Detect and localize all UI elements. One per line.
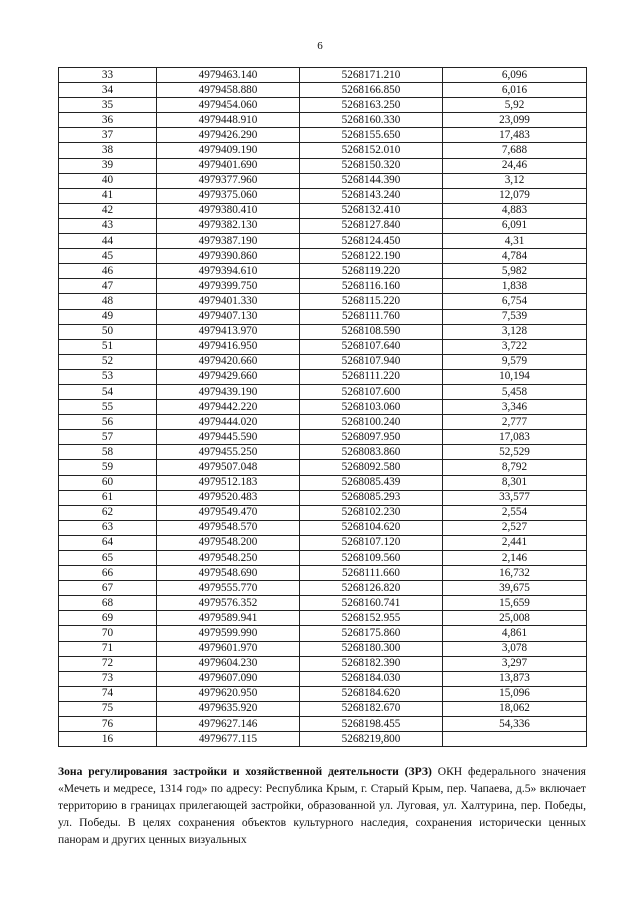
table-row bbox=[59, 83, 587, 98]
distance-cell: 54,336 bbox=[443, 717, 587, 732]
x-coordinate-cell: 4979548.250 bbox=[157, 551, 300, 566]
distance-cell: 8,301 bbox=[443, 475, 587, 490]
table-row bbox=[59, 309, 587, 324]
y-coordinate-cell: 5268122.190 bbox=[300, 249, 443, 264]
coordinates-table-body bbox=[59, 68, 587, 747]
point-number-cell: 51 bbox=[59, 339, 157, 354]
y-coordinate-cell: 5268108.590 bbox=[300, 324, 443, 339]
x-coordinate-cell: 4979375.060 bbox=[157, 188, 300, 203]
point-number-cell: 65 bbox=[59, 551, 157, 566]
point-number-cell: 63 bbox=[59, 520, 157, 535]
x-coordinate-cell: 4979620.950 bbox=[157, 686, 300, 701]
x-coordinate-cell: 4979454.060 bbox=[157, 98, 300, 113]
distance-cell: 6,754 bbox=[443, 294, 587, 309]
table-row bbox=[59, 294, 587, 309]
table-row bbox=[59, 369, 587, 384]
point-number-cell: 56 bbox=[59, 415, 157, 430]
point-number-cell: 52 bbox=[59, 354, 157, 369]
table-row bbox=[59, 400, 587, 415]
x-coordinate-cell: 4979413.970 bbox=[157, 324, 300, 339]
point-number-cell: 59 bbox=[59, 460, 157, 475]
y-coordinate-cell: 5268184.030 bbox=[300, 671, 443, 686]
x-coordinate-cell: 4979548.570 bbox=[157, 520, 300, 535]
point-number-cell: 50 bbox=[59, 324, 157, 339]
y-coordinate-cell: 5268119.220 bbox=[300, 264, 443, 279]
table-row bbox=[59, 717, 587, 732]
y-coordinate-cell: 5268144.390 bbox=[300, 173, 443, 188]
distance-cell: 2,441 bbox=[443, 535, 587, 550]
distance-cell: 6,096 bbox=[443, 68, 587, 83]
distance-cell: 5,982 bbox=[443, 264, 587, 279]
table-row bbox=[59, 732, 587, 747]
y-coordinate-cell: 5268182.670 bbox=[300, 701, 443, 716]
distance-cell: 4,883 bbox=[443, 203, 587, 218]
distance-cell: 6,016 bbox=[443, 83, 587, 98]
table-row bbox=[59, 460, 587, 475]
y-coordinate-cell: 5268150.320 bbox=[300, 158, 443, 173]
distance-cell: 3,346 bbox=[443, 400, 587, 415]
x-coordinate-cell: 4979555.770 bbox=[157, 581, 300, 596]
point-number-cell: 46 bbox=[59, 264, 157, 279]
distance-cell: 2,146 bbox=[443, 551, 587, 566]
table-row bbox=[59, 324, 587, 339]
y-coordinate-cell: 5268155.650 bbox=[300, 128, 443, 143]
x-coordinate-cell: 4979548.690 bbox=[157, 566, 300, 581]
distance-cell: 2,554 bbox=[443, 505, 587, 520]
point-number-cell: 53 bbox=[59, 369, 157, 384]
table-row bbox=[59, 626, 587, 641]
y-coordinate-cell: 5268166.850 bbox=[300, 83, 443, 98]
y-coordinate-cell: 5268111.660 bbox=[300, 566, 443, 581]
x-coordinate-cell: 4979576.352 bbox=[157, 596, 300, 611]
x-coordinate-cell: 4979416.950 bbox=[157, 339, 300, 354]
y-coordinate-cell: 5268180.300 bbox=[300, 641, 443, 656]
distance-cell: 2,527 bbox=[443, 520, 587, 535]
table-row bbox=[59, 686, 587, 701]
x-coordinate-cell: 4979549.470 bbox=[157, 505, 300, 520]
x-coordinate-cell: 4979604.230 bbox=[157, 656, 300, 671]
y-coordinate-cell: 5268102.230 bbox=[300, 505, 443, 520]
point-number-cell: 43 bbox=[59, 218, 157, 233]
point-number-cell: 41 bbox=[59, 188, 157, 203]
x-coordinate-cell: 4979382.130 bbox=[157, 218, 300, 233]
x-coordinate-cell: 4979677.115 bbox=[157, 732, 300, 747]
y-coordinate-cell: 5268115.220 bbox=[300, 294, 443, 309]
y-coordinate-cell: 5268103.060 bbox=[300, 400, 443, 415]
point-number-cell: 66 bbox=[59, 566, 157, 581]
distance-cell: 18,062 bbox=[443, 701, 587, 716]
x-coordinate-cell: 4979387.190 bbox=[157, 234, 300, 249]
x-coordinate-cell: 4979439.190 bbox=[157, 384, 300, 399]
point-number-cell: 35 bbox=[59, 98, 157, 113]
table-row bbox=[59, 475, 587, 490]
point-number-cell: 54 bbox=[59, 384, 157, 399]
point-number-cell: 37 bbox=[59, 128, 157, 143]
page-number: 6 bbox=[317, 40, 323, 52]
distance-cell: 4,861 bbox=[443, 626, 587, 641]
table-row bbox=[59, 551, 587, 566]
point-number-cell: 60 bbox=[59, 475, 157, 490]
table-row bbox=[59, 264, 587, 279]
y-coordinate-cell: 5268124.450 bbox=[300, 234, 443, 249]
distance-cell: 3,128 bbox=[443, 324, 587, 339]
point-number-cell: 58 bbox=[59, 445, 157, 460]
x-coordinate-cell: 4979445.590 bbox=[157, 430, 300, 445]
table-row bbox=[59, 490, 587, 505]
x-coordinate-cell: 4979635.920 bbox=[157, 701, 300, 716]
y-coordinate-cell: 5268198.455 bbox=[300, 717, 443, 732]
y-coordinate-cell: 5268116.160 bbox=[300, 279, 443, 294]
table-row bbox=[59, 430, 587, 445]
table-row bbox=[59, 279, 587, 294]
coordinates-table bbox=[58, 67, 587, 747]
x-coordinate-cell: 4979377.960 bbox=[157, 173, 300, 188]
point-number-cell: 67 bbox=[59, 581, 157, 596]
distance-cell: 15,096 bbox=[443, 686, 587, 701]
y-coordinate-cell: 5268104.620 bbox=[300, 520, 443, 535]
table-row bbox=[59, 203, 587, 218]
y-coordinate-cell: 5268143.240 bbox=[300, 188, 443, 203]
x-coordinate-cell: 4979512.183 bbox=[157, 475, 300, 490]
y-coordinate-cell: 5268109.560 bbox=[300, 551, 443, 566]
table-row bbox=[59, 113, 587, 128]
distance-cell: 17,483 bbox=[443, 128, 587, 143]
distance-cell: 3,297 bbox=[443, 656, 587, 671]
table-row bbox=[59, 173, 587, 188]
y-coordinate-cell: 5268175.860 bbox=[300, 626, 443, 641]
distance-cell: 3,722 bbox=[443, 339, 587, 354]
point-number-cell: 57 bbox=[59, 430, 157, 445]
table-row bbox=[59, 354, 587, 369]
y-coordinate-cell: 5268152.010 bbox=[300, 143, 443, 158]
y-coordinate-cell: 5268132.410 bbox=[300, 203, 443, 218]
point-number-cell: 16 bbox=[59, 732, 157, 747]
y-coordinate-cell: 5268097.950 bbox=[300, 430, 443, 445]
distance-cell: 13,873 bbox=[443, 671, 587, 686]
distance-cell: 6,091 bbox=[443, 218, 587, 233]
y-coordinate-cell: 5268085.439 bbox=[300, 475, 443, 490]
point-number-cell: 76 bbox=[59, 717, 157, 732]
y-coordinate-cell: 5268126.820 bbox=[300, 581, 443, 596]
y-coordinate-cell: 5268160.330 bbox=[300, 113, 443, 128]
distance-cell: 2,777 bbox=[443, 415, 587, 430]
y-coordinate-cell: 5268127.840 bbox=[300, 218, 443, 233]
distance-cell: 52,529 bbox=[443, 445, 587, 460]
table-row bbox=[59, 384, 587, 399]
distance-cell: 3,12 bbox=[443, 173, 587, 188]
zrz-description-paragraph bbox=[58, 763, 586, 848]
table-row bbox=[59, 68, 587, 83]
y-coordinate-cell: 5268163.250 bbox=[300, 98, 443, 113]
point-number-cell: 73 bbox=[59, 671, 157, 686]
y-coordinate-cell: 5268171.210 bbox=[300, 68, 443, 83]
point-number-cell: 68 bbox=[59, 596, 157, 611]
y-coordinate-cell: 5268083.860 bbox=[300, 445, 443, 460]
table-row bbox=[59, 445, 587, 460]
point-number-cell: 55 bbox=[59, 400, 157, 415]
point-number-cell: 44 bbox=[59, 234, 157, 249]
table-row bbox=[59, 128, 587, 143]
table-row bbox=[59, 505, 587, 520]
table-row bbox=[59, 98, 587, 113]
point-number-cell: 69 bbox=[59, 611, 157, 626]
distance-cell: 1,838 bbox=[443, 279, 587, 294]
distance-cell: 7,688 bbox=[443, 143, 587, 158]
table-row bbox=[59, 218, 587, 233]
y-coordinate-cell: 5268107.600 bbox=[300, 384, 443, 399]
table-row bbox=[59, 234, 587, 249]
x-coordinate-cell: 4979429.660 bbox=[157, 369, 300, 384]
distance-cell: 4,784 bbox=[443, 249, 587, 264]
table-row bbox=[59, 520, 587, 535]
distance-cell: 39,675 bbox=[443, 581, 587, 596]
x-coordinate-cell: 4979458.880 bbox=[157, 83, 300, 98]
point-number-cell: 62 bbox=[59, 505, 157, 520]
y-coordinate-cell: 5268107.940 bbox=[300, 354, 443, 369]
distance-cell: 7,539 bbox=[443, 309, 587, 324]
x-coordinate-cell: 4979444.020 bbox=[157, 415, 300, 430]
point-number-cell: 33 bbox=[59, 68, 157, 83]
table-row bbox=[59, 535, 587, 550]
x-coordinate-cell: 4979548.200 bbox=[157, 535, 300, 550]
point-number-cell: 74 bbox=[59, 686, 157, 701]
x-coordinate-cell: 4979420.660 bbox=[157, 354, 300, 369]
point-number-cell: 48 bbox=[59, 294, 157, 309]
x-coordinate-cell: 4979520.483 bbox=[157, 490, 300, 505]
point-number-cell: 39 bbox=[59, 158, 157, 173]
point-number-cell: 49 bbox=[59, 309, 157, 324]
x-coordinate-cell: 4979399.750 bbox=[157, 279, 300, 294]
distance-cell: 24,46 bbox=[443, 158, 587, 173]
x-coordinate-cell: 4979407.130 bbox=[157, 309, 300, 324]
x-coordinate-cell: 4979401.690 bbox=[157, 158, 300, 173]
table-row bbox=[59, 611, 587, 626]
y-coordinate-cell: 5268152.955 bbox=[300, 611, 443, 626]
distance-cell: 23,099 bbox=[443, 113, 587, 128]
table-row bbox=[59, 701, 587, 716]
distance-cell: 5,92 bbox=[443, 98, 587, 113]
table-row bbox=[59, 339, 587, 354]
x-coordinate-cell: 4979380.410 bbox=[157, 203, 300, 218]
table-row bbox=[59, 188, 587, 203]
distance-cell: 12,079 bbox=[443, 188, 587, 203]
table-row bbox=[59, 158, 587, 173]
point-number-cell: 47 bbox=[59, 279, 157, 294]
point-number-cell: 40 bbox=[59, 173, 157, 188]
table-row bbox=[59, 249, 587, 264]
y-coordinate-cell: 5268111.760 bbox=[300, 309, 443, 324]
point-number-cell: 70 bbox=[59, 626, 157, 641]
point-number-cell: 61 bbox=[59, 490, 157, 505]
distance-cell: 10,194 bbox=[443, 369, 587, 384]
distance-cell: 17,083 bbox=[443, 430, 587, 445]
zrz-description-text: ОКН федерального значения «Мечеть и медресе, 1314 год» по адресу: Республика Крым, г. Старый Крым, пер. Чапаева, д.5» включает территорию в границах прилегающей застройки, образованной ул. Луговая, ул. Халтурина, пер. Победы, ул. Победы. В целях сохранения объектов культурного наследия, сохранения исторически ценных панорам и других ценных визуальных bbox=[58, 765, 586, 846]
x-coordinate-cell: 4979601.970 bbox=[157, 641, 300, 656]
x-coordinate-cell: 4979442.220 bbox=[157, 400, 300, 415]
distance-cell: 4,31 bbox=[443, 234, 587, 249]
x-coordinate-cell: 4979599.990 bbox=[157, 626, 300, 641]
distance-cell: 15,659 bbox=[443, 596, 587, 611]
table-row bbox=[59, 671, 587, 686]
x-coordinate-cell: 4979448.910 bbox=[157, 113, 300, 128]
point-number-cell: 71 bbox=[59, 641, 157, 656]
x-coordinate-cell: 4979507.048 bbox=[157, 460, 300, 475]
table-row bbox=[59, 656, 587, 671]
x-coordinate-cell: 4979589.941 bbox=[157, 611, 300, 626]
point-number-cell: 72 bbox=[59, 656, 157, 671]
x-coordinate-cell: 4979394.610 bbox=[157, 264, 300, 279]
distance-cell: 5,458 bbox=[443, 384, 587, 399]
y-coordinate-cell: 5268184.620 bbox=[300, 686, 443, 701]
distance-cell: 8,792 bbox=[443, 460, 587, 475]
x-coordinate-cell: 4979463.140 bbox=[157, 68, 300, 83]
table-row bbox=[59, 143, 587, 158]
distance-cell: 16,732 bbox=[443, 566, 587, 581]
x-coordinate-cell: 4979401.330 bbox=[157, 294, 300, 309]
table-row bbox=[59, 566, 587, 581]
point-number-cell: 38 bbox=[59, 143, 157, 158]
y-coordinate-cell: 5268219,800 bbox=[300, 732, 443, 747]
point-number-cell: 42 bbox=[59, 203, 157, 218]
point-number-cell: 34 bbox=[59, 83, 157, 98]
y-coordinate-cell: 5268107.120 bbox=[300, 535, 443, 550]
y-coordinate-cell: 5268085.293 bbox=[300, 490, 443, 505]
distance-cell bbox=[443, 732, 587, 747]
table-row bbox=[59, 581, 587, 596]
point-number-cell: 64 bbox=[59, 535, 157, 550]
distance-cell: 33,577 bbox=[443, 490, 587, 505]
point-number-cell: 75 bbox=[59, 701, 157, 716]
point-number-cell: 45 bbox=[59, 249, 157, 264]
table-row bbox=[59, 415, 587, 430]
y-coordinate-cell: 5268160.741 bbox=[300, 596, 443, 611]
y-coordinate-cell: 5268092.580 bbox=[300, 460, 443, 475]
y-coordinate-cell: 5268100.240 bbox=[300, 415, 443, 430]
point-number-cell: 36 bbox=[59, 113, 157, 128]
distance-cell: 9,579 bbox=[443, 354, 587, 369]
table-row bbox=[59, 641, 587, 656]
x-coordinate-cell: 4979390.860 bbox=[157, 249, 300, 264]
zrz-zone-title: Зона регулирования застройки и хозяйственной деятельности (ЗРЗ) bbox=[58, 765, 432, 778]
distance-cell: 3,078 bbox=[443, 641, 587, 656]
x-coordinate-cell: 4979455.250 bbox=[157, 445, 300, 460]
distance-cell: 25,008 bbox=[443, 611, 587, 626]
x-coordinate-cell: 4979627.146 bbox=[157, 717, 300, 732]
x-coordinate-cell: 4979409.190 bbox=[157, 143, 300, 158]
x-coordinate-cell: 4979607.090 bbox=[157, 671, 300, 686]
y-coordinate-cell: 5268182.390 bbox=[300, 656, 443, 671]
x-coordinate-cell: 4979426.290 bbox=[157, 128, 300, 143]
y-coordinate-cell: 5268107.640 bbox=[300, 339, 443, 354]
y-coordinate-cell: 5268111.220 bbox=[300, 369, 443, 384]
table-row bbox=[59, 596, 587, 611]
